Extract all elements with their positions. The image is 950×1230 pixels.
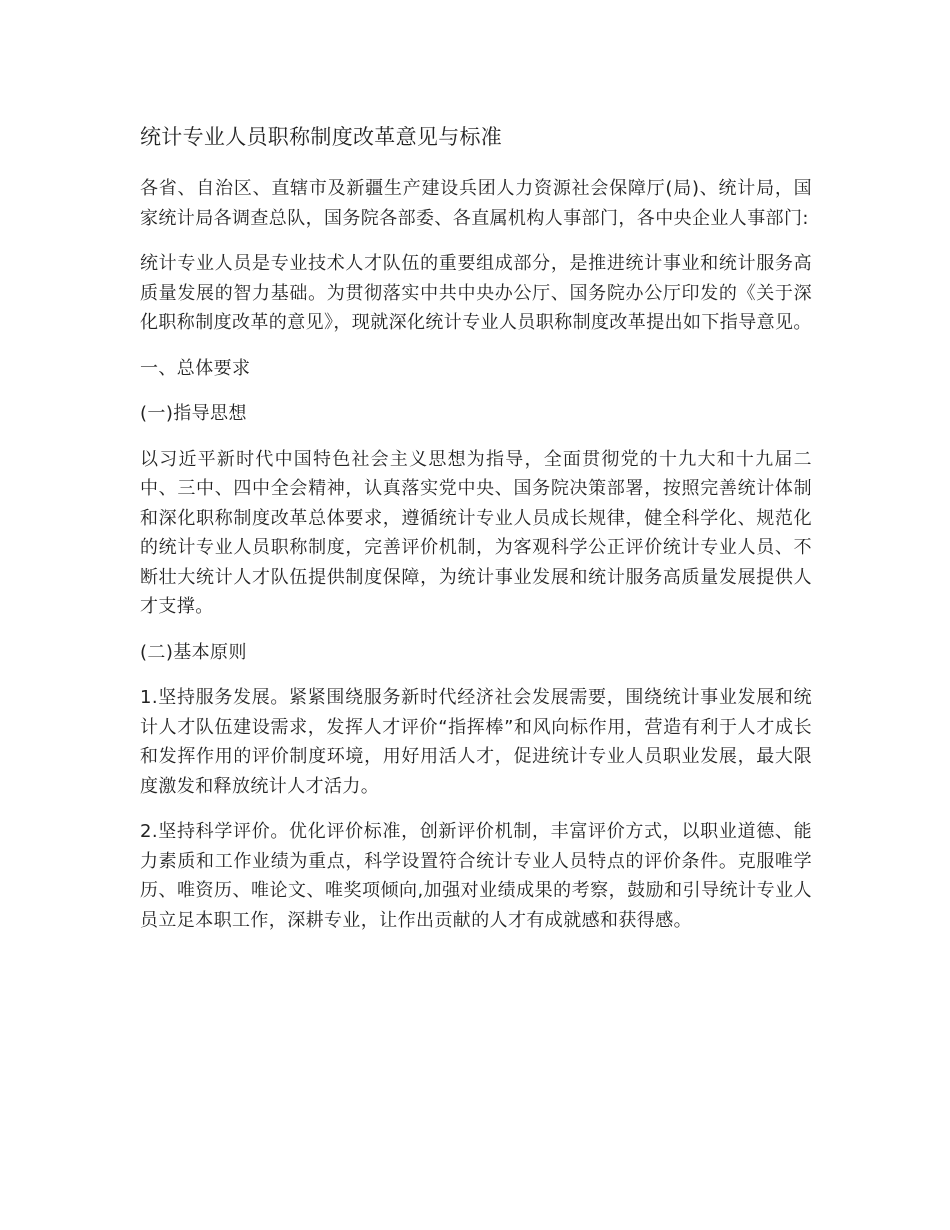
paragraph-addressees: 各省、自治区、直辖市及新疆生产建设兵团人力资源社会保障厅(局)、统计局，国家统计局各调查总队，国务院各部委、各直属机构人事部门，各中央企业人事部门: xyxy=(140,178,812,229)
document-title: 统计专业人员职称制度改革意见与标准 xyxy=(140,125,503,149)
subsection-heading-basic-principles: (二)基本原则 xyxy=(140,641,247,663)
paragraph-principle-2: 2.坚持科学评价。优化评价标准，创新评价机制，丰富评价方式，以职业道德、能力素质和工作业绩为重点，科学设置符合统计专业人员特点的评价条件。克服唯学历、唯资历、唯论文、唯奖项倾向,加强对业绩成果的考察，鼓励和引导统计专业人员立足本职工作，深耕专业，让作出贡献的人才有成就感和获得感。 xyxy=(140,821,812,931)
section-heading-overall-requirements: 一、总体要求 xyxy=(140,357,251,379)
paragraph-principle-1: 1.坚持服务发展。紧紧围绕服务新时代经济社会发展需要，围绕统计事业发展和统计人才队伍建设需求，发挥人才评价“指挥棒”和风向标作用，营造有利于人才成长和发挥作用的评价制度环境，用好用活人才，促进统计专业人员职业发展，最大限度激发和释放统计人才活力。 xyxy=(140,687,812,797)
subsection-heading-guiding-ideology: (一)指导思想 xyxy=(140,403,247,424)
paragraph-guiding-ideology: 以习近平新时代中国特色社会主义思想为指导，全面贯彻党的十九大和十九届二中、三中、四中全会精神，认真落实党中央、国务院决策部署，按照完善统计体制和深化职称制度改革总体要求，遵循统计专业人员成长规律，健全科学化、规范化的统计专业人员职称制度，完善评价机制，为客观科学公正评价统计专业人员、不断壮大统计人才队伍提供制度保障，为统计事业发展和统计服务高质量发展提供人才支撑。 xyxy=(140,448,812,617)
paragraph-intro: 统计专业人员是专业技术人才队伍的重要组成部分，是推进统计事业和统计服务高质量发展的智力基础。为贯彻落实中共中央办公厅、国务院办公厅印发的《关于深化职称制度改革的意见》，现就深化统计专业人员职称制度改革提出如下指导意见。 xyxy=(140,253,812,333)
